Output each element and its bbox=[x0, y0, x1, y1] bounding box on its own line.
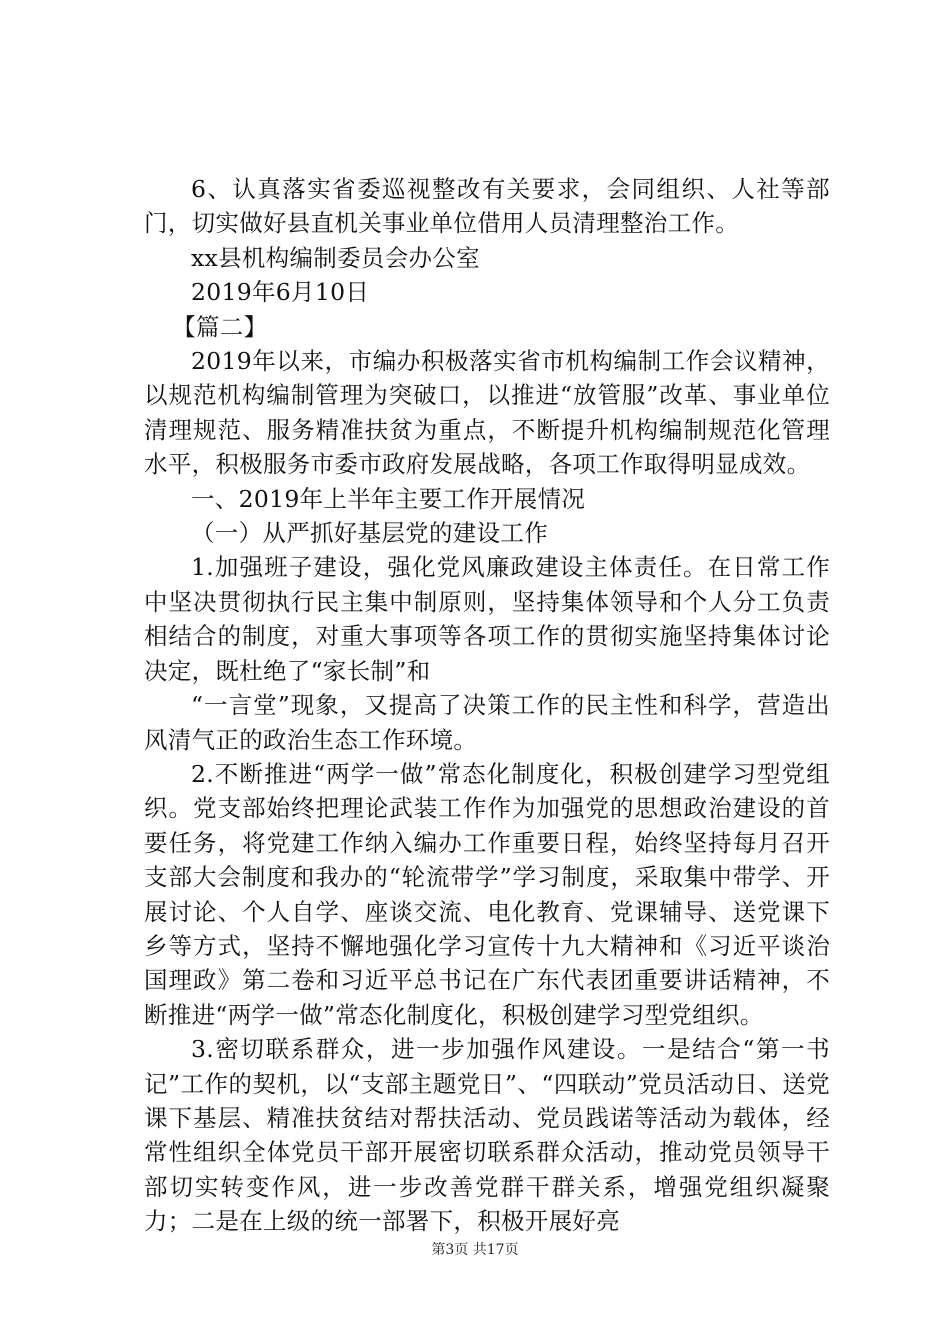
document-body bbox=[144, 172, 830, 1239]
issue-date: 2019年6月10日 bbox=[191, 278, 370, 307]
page-number-footer: 第3页 共17页 bbox=[431, 1242, 519, 1258]
section-heading: 【篇二】 bbox=[172, 312, 268, 341]
paragraph-point-1: 1.加强班子建设，强化党风廉政建设主体责任。在日常工作中坚决贯彻执行民主集中制原则，坚持集体领导和个人分工负责相结合的制度，对重大事项等各项工作的贯彻实施坚持集体讨论决定，既杜绝了“家长制”和 bbox=[144, 553, 830, 685]
intro-paragraph: 2019年以来，市编办积极落实省市机构编制工作会议精神，以规范机构编制管理为突破口，以推进“放管服”改革、事业单位清理规范、服务精准扶贫为重点，不断提升机构编制规范化管理水平，积极服务市委市政府发展战略，各项工作取得明显成效。 bbox=[144, 347, 830, 479]
paragraph-point-2: 2.不断推进“两学一做”常态化制度化，积极创建学习型党组织。党支部始终把理论武装工作作为加强党的思想政治建设的首要任务，将党建工作纳入编办工作重要日程，始终坚持每月召开支部大会制度和我办的“轮流带学”学习制度，采取集中带学、开展讨论、个人自学、座谈交流、电化教育、党课辅导、送党课下乡等方式，坚持不懈地强化学习宣传十九大精神和《习近平谈治国理政》第二卷和习近平总书记在广东代表团重要讲话精神，不断推进“两学一做”常态化制度化，积极创建学习型党组织。 bbox=[144, 759, 830, 1029]
paragraph-point-3: 3.密切联系群众，进一步加强作风建设。一是结合“第一书记”工作的契机，以“支部主题党日”、“四联动”党员活动日、送党课下基层、精准扶贫结对帮扶活动、党员践诺等活动为载体，经常性组织全体党员干部开展密切联系群众活动，推动党员领导干部切实转变作风，进一步改善党群干群关系，增强党组织凝聚力；二是在上级的统一部署下，积极开展好亮 bbox=[144, 1035, 830, 1236]
heading-level-2: （一）从严抓好基层党的建设工作 bbox=[191, 519, 548, 548]
heading-level-1: 一、2019年上半年主要工作开展情况 bbox=[191, 484, 586, 513]
issuer-name: xx县机构编制委员会办公室 bbox=[191, 243, 480, 272]
paragraph-point-1-continued: “一言堂”现象，又提高了决策工作的民主性和科学，营造出风清气正的政治生态工作环境。 bbox=[144, 691, 830, 754]
paragraph-item-6: 6、认真落实省委巡视整改有关要求，会同组织、人社等部门，切实做好县直机关事业单位借用人员清理整治工作。 bbox=[144, 175, 830, 238]
